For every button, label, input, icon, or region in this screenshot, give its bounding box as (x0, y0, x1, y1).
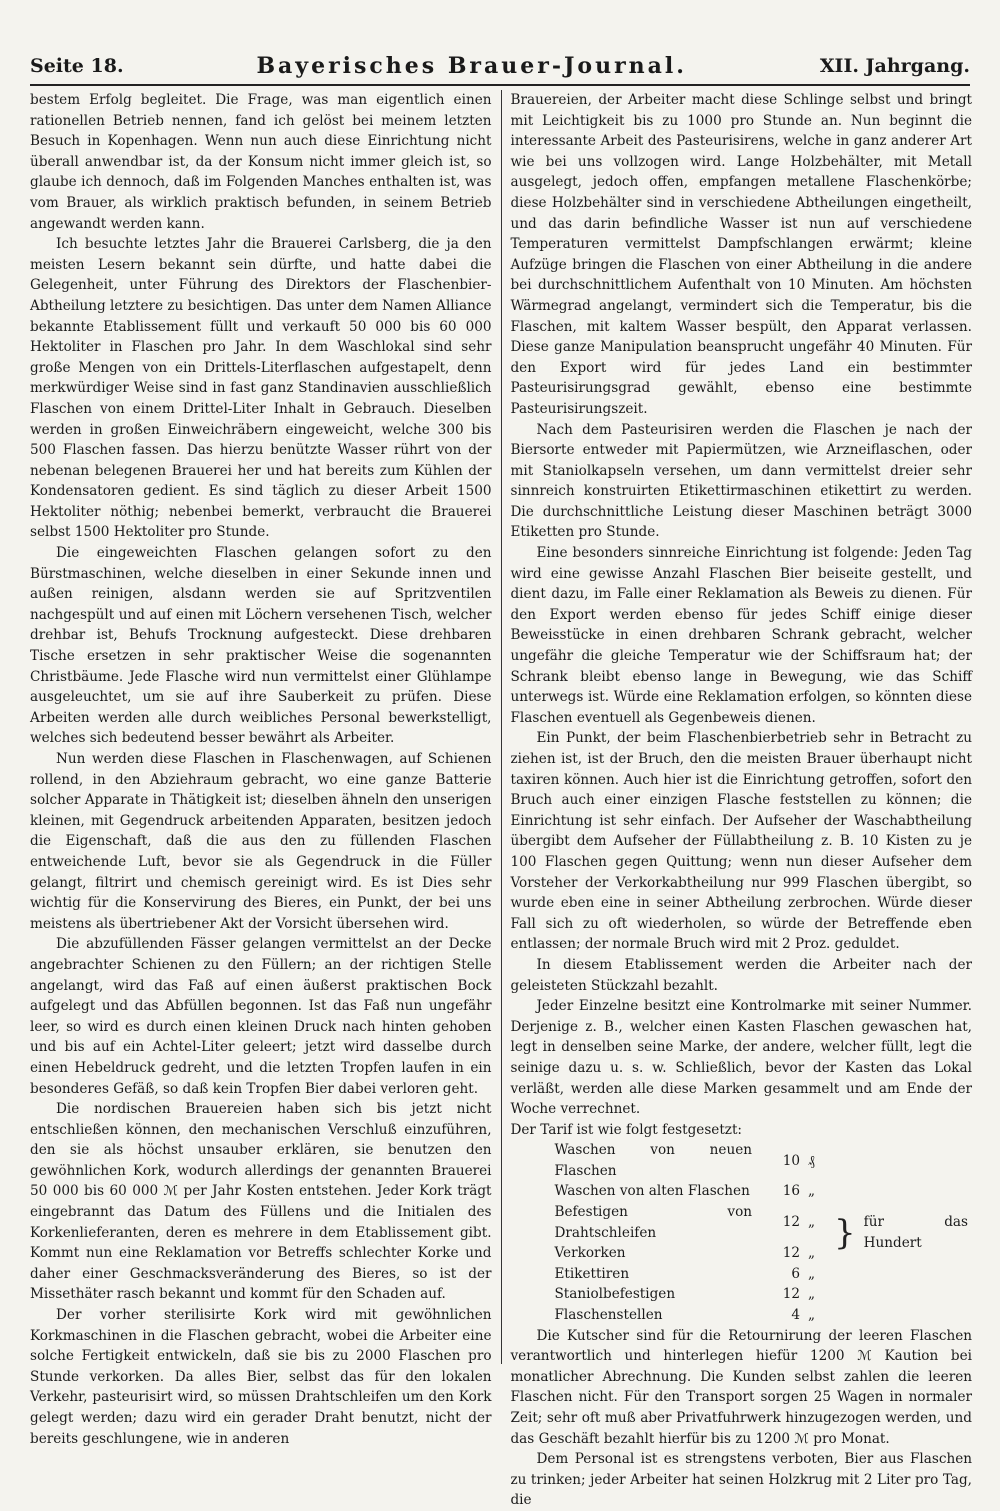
right-column (510, 90, 972, 1509)
tarif-item: Waschen von alten Flaschen (554, 1183, 750, 1200)
brace-glyph: } (834, 1212, 856, 1253)
tarif-value: 12 (782, 1214, 801, 1231)
paragraph: Ich besuchte letztes Jahr die Brauerei Carlsberg, die ja den meisten Lesern bekannt sein dürfte, und hatte dabei die Gelegenheit, unter Führung des Direktors der Flaschenbier-Abtheilung letztere zu besichtigen. Das unter dem Namen Alliance bekannte Etablissement füllt und verkauft 50 000 bis 60 000 Hektoliter in Flaschen pro Jahr. In dem Waschlokal sind sehr große Mengen von ein Drittels-Literflaschen aufgestapelt, denn merkwürdiger Weise sind in fast ganz Standinavien ausschließlich Flaschen von einem Drittel-Liter Inhalt in Gebrauch. Dieselben werden in großen Einweichräbern eingeweicht, welche 300 bis 500 Flaschen fassen. Das hierzu benützte Wasser rührt von der nebenan belegenen Brauerei her und hat bereits zum Kühlen der Kondensatoren gedient. Es sind täglich zu dieser Arbeit 1500 Hektoliter nöthig; nebenbei bemerkt, verbraucht die Brauerei selbst 1500 Hektoliter pro Stunde. (30, 236, 492, 541)
table-row (550, 1140, 972, 1181)
tarif-per-label: für das Hundert (863, 1214, 968, 1251)
paragraph: Eine besonders sinnreiche Einrichtung ist folgende: Jeden Tag wird eine gewisse Anzahl Flaschen Bier beiseite gestellt, und dient dazu, im Falle einer Reklamation als Beweis zu dienen. Für den Export werden ebenso für jedes Schiff einige dieser Beweisstücke in einen drehbaren Schrank gebracht, welcher ungefähr die gleiche Temperatur wie der Schiffsraum hat; der Schrank bleibt ebenso lange in Bewegung, wie das Schiff unterwegs ist. Würde eine Reklamation erfolgen, so könnten diese Flaschen eventuell als Gegenbeweis dienen. (510, 545, 972, 726)
left-column (30, 90, 492, 1447)
paragraph: Die Kutscher sind für die Retournirung der leeren Flaschen verantwortlich und hinterlegen hiefür 1200 ℳ Kaution bei monatlicher Abrechnung. Die Kunden selbst zahlen die leeren Flaschen nicht. Für den Transport sorgen 25 Wagen in normaler Zeit; sehr oft muß aber Privatfuhrwerk hinzugezogen werden, und das Geschäft bezahlt hierfür bis zu 1200 ℳ pro Monat. (510, 1327, 972, 1447)
tarif-table (550, 1140, 972, 1325)
paragraph: Die abzufüllenden Fässer gelangen vermittelst an der Decke angebrachter Schienen zu den Füllern; an der richtigen Stelle angelangt, wird das Faß auf einen äußerst praktischen Bock aufgelegt und das Abfüllen begonnen. Ist das Faß nun ungefähr leer, so wird es durch einen kleinen Druck nach hinten gehoben und bis auf ein Achtel-Liter geleert; jetzt wird dasselbe durch einen Hebeldruck gedreht, und die letzten Tropfen laufen in ein besonderes Gefäß, so daß kein Tropfen Bier dabei verloren geht. (30, 936, 492, 1097)
tarif-value: 4 (791, 1307, 801, 1324)
tarif-item: Befestigen von Drahtschleifen (554, 1204, 753, 1241)
paragraph: Brauereien, der Arbeiter macht diese Schlinge selbst und bringt mit Leichtigkeit bis zu 1000 pro Stunde an. Nun beginnt die interessante Arbeit des Pasteurisirens, welche in ganz anderer Art wie bei uns vollzogen wird. Lange Holzbehälter, mit Metall ausgelegt, jedoch offen, empfangen metallene Flaschenkörbe; diese Holzbehälter sind in verschiedene Abtheilungen eingetheilt, und das darin befindliche Wasser ist nun auf verschiedene Temperaturen vermittelst Dampfschlangen erwärmt; kleine Aufzüge bringen die Flaschen von einer Abtheilung in die andere bei durchschnittlichem Aufenthalt von 10 Minuten. Am höchsten Wärmegrad angelangt, vermindert sich die Temperatur, bis die Flaschen, mit kaltem Wasser bespült, den Apparat verlassen. Diese ganze Manipulation beansprucht ungefähr 40 Minuten. Für den Export wird für jedes Land ein bestimmter Pasteurisirungsgrad gewählt, ebenso eine bestimmte Pasteurisirungszeit. (510, 92, 972, 417)
page-number: Seite 18. (30, 55, 124, 77)
column-divider (501, 90, 502, 1364)
article-columns (30, 90, 972, 1509)
paragraph: Die nordischen Brauereien haben sich bis jetzt nicht entschließen können, den mechanischen Verschluß einzuführen, den sie als höchst unsauber erklären, sie benutzen den gewöhnlichen Kork, wodurch allerdings der genannten Brauerei 50 000 bis 60 000 ℳ per Jahr Kosten entstehen. Jeder Kork trägt eingebrannt das Datum des Füllens und die Initialen des Korkenlieferanten, deren es mehrere in dem Etablissement gibt. Kommt nun eine Reklamation vor Betreffs schlechter Korke und daher einer Geschmacksveränderung des Bieres, so ist der Missethäter rasch bekannt und kommt für den Schaden auf. (30, 1101, 492, 1303)
tarif-value: 12 (782, 1245, 801, 1262)
tarif-item: Waschen von neuen Flaschen (554, 1142, 753, 1179)
tarif-item: Etikettiren (554, 1265, 630, 1282)
tarif-unit: ₰ (808, 1152, 815, 1169)
paragraph: Nach dem Pasteurisiren werden die Flaschen je nach der Biersorte entweder mit Papiermützen, wie Arzneiflaschen, oder mit Staniolkapseln versehen, um dann vermittelst dreier sehr sinnreich konstruirten Etikettirmaschinen etikettirt zu werden. Die durchschnittliche Leistung dieser Maschinen beträgt 3000 Etiketten pro Stunde. (510, 421, 972, 541)
tarif-value: 6 (791, 1265, 801, 1282)
tarif-unit: „ (808, 1286, 816, 1303)
tarif-item: Flaschenstellen (554, 1307, 663, 1324)
tarif-value: 10 (782, 1152, 801, 1169)
volume-label: XII. Jahrgang. (819, 55, 970, 77)
tarif-unit: „ (808, 1307, 816, 1324)
tarif-intro: Der Tarif ist wie folgt festgesetzt: (510, 1121, 743, 1138)
paragraph: Dem Personal ist es strengstens verboten, Bier aus Flaschen zu trinken; jeder Arbeiter hat seinen Holzkrug mit 2 Liter pro Tag, die (510, 1451, 972, 1509)
paragraph: Die eingeweichten Flaschen gelangen sofort zu den Bürstmaschinen, welche dieselben in einer Sekunde innen und außen reinigen, alsdann werden sie auf Spritzventilen nachgespült und auf einen mit Löchern versehenen Tisch, welcher drehbar ist, Behufs Trocknung aufgesteckt. Diese drehbaren Tische ersetzen in sehr praktischer Weise die sogenannten Christbäume. Jede Flasche wird nun vermittelst einer Glühlampe ausgeleuchtet, um sie auf ihre Sauberkeit zu prüfen. Diese Arbeiten werden alle durch weibliches Personal bewerkstelligt, welches sich bedeutend besser bewährt als Arbeiter. (30, 545, 492, 747)
paragraph: Jeder Einzelne besitzt eine Kontrolmarke mit seiner Nummer. Derjenige z. B., welcher einen Kasten Flaschen gewaschen hat, legt in denselben seine Marke, der andere, welcher füllt, legt die seinige dazu u. s. w. Schließlich, bevor der Kasten das Lokal verläßt, werden alle diese Marken gesammelt und am Ende der Woche verrechnet. (510, 998, 972, 1118)
tarif-item: Staniolbefestigen (554, 1286, 676, 1303)
tarif-unit: „ (808, 1245, 816, 1262)
tarif-value: 16 (782, 1183, 801, 1200)
paragraph: Nun werden diese Flaschen in Flaschenwagen, auf Schienen rollend, in den Abziehraum gebracht, wo eine ganze Batterie solcher Apparate in Thätigkeit ist; dieselben ähneln den unserigen kleinen, mit Gegendruck arbeitenden Apparaten, besitzen jedoch die Eigenschaft, daß die aus den zu füllenden Flaschen entweichende Luft, bevor sie als Gegendruck in die Füller gelangt, filtrirt und chemisch gereinigt wird. Es ist Dies sehr wichtig für die Konservirung des Bieres, ein Punkt, der bei uns meistens als übertriebener Akt der Vorsicht übersehen wird. (30, 751, 492, 932)
tarif-unit: „ (808, 1214, 816, 1231)
journal-title: Bayerisches Brauer-Journal. (256, 53, 687, 79)
page-header (30, 48, 970, 86)
tarif-item: Verkorken (554, 1245, 626, 1262)
tarif-value: 12 (782, 1286, 801, 1303)
paragraph: In diesem Etablissement werden die Arbeiter nach der geleisteten Stückzahl bezahlt. (510, 956, 972, 994)
paragraph: bestem Erfolg begleitet. Die Frage, was man eigentlich einen rationellen Betrieb nennen, fand ich gelöst bei meinem letzten Besuch in Kopenhagen. Wenn nun auch diese Einrichtung nicht überall anwendbar ist, da der Konsum nicht immer gleich ist, so glaube ich dennoch, daß im Folgenden Manches enthalten ist, was vom Brauer, als wirklich praktisch befunden, in seinem Betrieb angewandt werden kann. (30, 92, 492, 232)
tarif-unit: „ (808, 1183, 816, 1200)
paragraph: Ein Punkt, der beim Flaschenbierbetrieb sehr in Betracht zu ziehen ist, ist der Bruch, den die meisten Brauer überhaupt nicht taxiren können. Auch hier ist die Einrichtung getroffen, sofort den Bruch auch einer einzigen Flasche feststellen zu können; die Einrichtung ist sehr einfach. Der Aufseher der Waschabtheilung übergibt dem Aufseher der Füllabtheilung z. B. 10 Kisten zu je 100 Flaschen gegen Quittung; wenn nun dieser Aufseher dem Vorsteher der Verkorkabtheilung nur 999 Flaschen übergibt, so wurde eben eine in seiner Abtheilung zerbrochen. Würde dieser Fall sich zu oft wiederholen, so würde der Betreffende eben entlassen; der normale Bruch wird mit 2 Proz. geduldet. (510, 730, 972, 953)
tarif-unit: „ (808, 1265, 816, 1282)
paragraph: Der vorher sterilisirte Kork wird mit gewöhnlichen Korkmaschinen in die Flaschen gebracht, wobei die Arbeiter eine solche Fertigkeit entwickeln, daß sie bis zu 2000 Flaschen pro Stunde verkorken. Da alles Bier, selbst das für den lokalen Verkehr, pasteurisirt wird, so müssen Drahtschleifen um den Kork gelegt werden; dazu wird ein gerader Draht benutzt, nicht der bereits geschlungene, wie in anderen (30, 1307, 492, 1447)
